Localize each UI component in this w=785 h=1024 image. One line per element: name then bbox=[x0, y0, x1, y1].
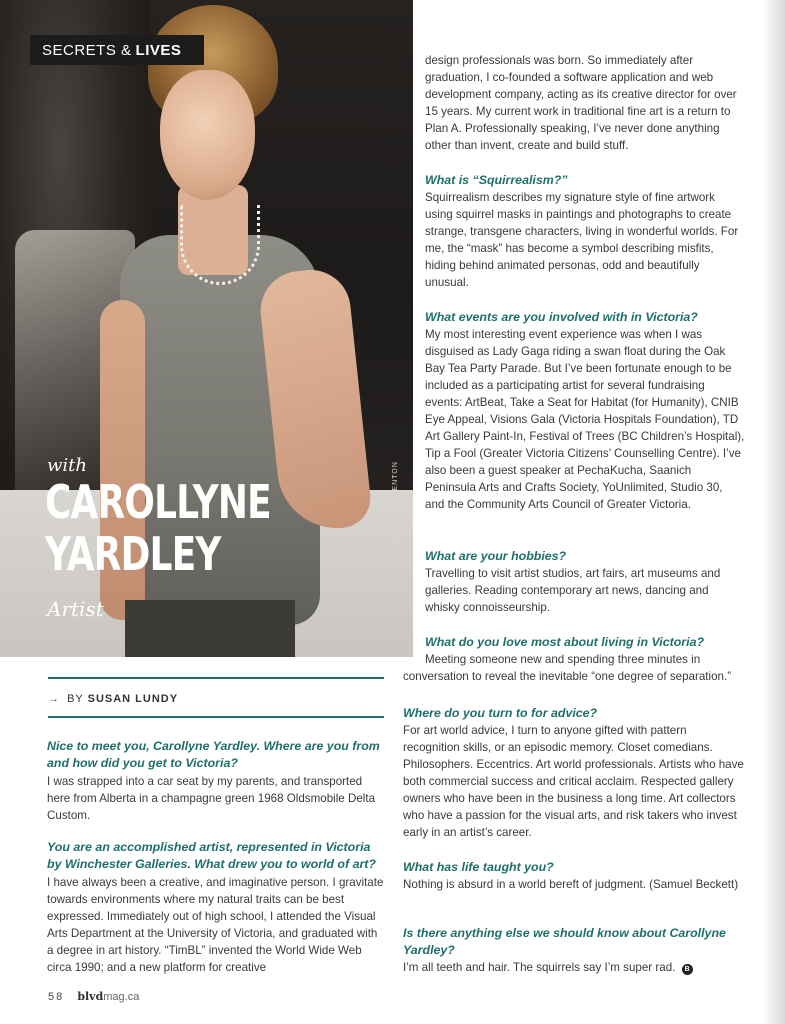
question-drew-to-art: You are an accomplished artist, represented in Victoria by Winchester Galleries. What drew you to world of art? bbox=[47, 840, 376, 871]
question-hobbies: What are your hobbies? bbox=[425, 549, 567, 563]
question-where-from: Nice to meet you, Carollyne Yardley. Where are you from and how did you get to Victoria? bbox=[47, 739, 380, 770]
answer-anything-else-text: I’m all teeth and hair. The squirrels say I’m super rad. bbox=[403, 961, 676, 974]
answer-hobbies: Travelling to visit artist studios, art fairs, art museums and galleries. Reading contemporary art news, dancing and whisky connoisseurship. bbox=[425, 567, 721, 614]
arrow-right-icon: → bbox=[48, 693, 60, 705]
feature-with: with bbox=[47, 455, 87, 476]
section-tag-part2: LIVES bbox=[135, 41, 182, 59]
answer-love-victoria: Meeting someone new and spending three minutes in conversation to reveal the inevitable “one degree of separation.” bbox=[403, 653, 732, 683]
answer-events: My most interesting event experience was when I was disguised as Lady Gaga riding a swan float during the Oak Bay Tea Party Parade. But I’ve been fortunate enough to be included as a participating artist for several fundraising events: ArtBeat, Take a Seat for Habitat (for Humanity), CNIB Eye Appeal, Visions Gala (Victoria Hospitals Foundation), TD Art Gallery Paint-In, Festival of Trees (BC Children’s Hospital), Tip a Fool (Greater Victoria Citizens’ Counselling Centre). I’ve also been a guest speaker at PechaKucha, Saanich Peninsula Arts and Crafts Society, YoUnlimited, Studio 30, and the Community Arts Council of Greater Victoria. bbox=[425, 328, 745, 511]
pearl-necklace bbox=[180, 205, 260, 285]
brand-name: blvd bbox=[77, 990, 104, 1003]
page-edge-shadow bbox=[763, 0, 785, 1024]
brand-suffix: mag.ca bbox=[103, 991, 140, 1003]
byline-author: SUSAN LUNDY bbox=[87, 693, 179, 705]
feature-name bbox=[45, 476, 271, 580]
byline-rule-bottom bbox=[48, 716, 384, 718]
answer-life-taught: Nothing is absurd in a world bereft of judgment. (Samuel Beckett) bbox=[403, 878, 739, 891]
end-mark-icon: B bbox=[682, 964, 693, 975]
byline bbox=[48, 693, 178, 705]
subject-face bbox=[160, 70, 255, 200]
feature-role: Artist bbox=[47, 597, 104, 621]
answer-advice: For art world advice, I turn to anyone gifted with pattern recognition skills, or an episodic memory. Closet comedians. Philosophers. Eccentrics. Art world professionals. Artists who have both commercial success and critical acclaim. Respected gallery owners who have been in the business a long time. Art collectors who have a passion for the visual arts, and risk takers who invest early in an artist’s career. bbox=[403, 724, 744, 839]
question-love-victoria: What do you love most about living in Victoria? bbox=[425, 635, 705, 649]
question-life-taught: What has life taught you? bbox=[403, 860, 554, 874]
section-tag-part1: SECRETS & bbox=[42, 41, 132, 59]
feature-name-line2: YARDLEY bbox=[45, 527, 221, 581]
page-footer bbox=[48, 990, 139, 1003]
feature-name-line1: CAROLLYNE bbox=[45, 475, 271, 529]
question-advice: Where do you turn to for advice? bbox=[403, 706, 598, 720]
answer-squirrealism: Squirrealism describes my signature style of fine artwork using squirrel masks in paintings and photographs to create strange, transgene characters, living in wonderful worlds. For me, the “mask” has become a symbol describing misfits, hiding behind animated personas, odd and beautifully unusual. bbox=[425, 191, 739, 289]
question-anything-else: Is there anything else we should know about Carollyne Yardley? bbox=[403, 926, 726, 957]
answer-anything-else bbox=[403, 959, 745, 976]
byline-rule-top bbox=[48, 677, 384, 679]
question-events: What events are you involved with in Victoria? bbox=[425, 310, 698, 324]
answer-drew-to-art-cont: design professionals was born. So immediately after graduation, I co-founded a software application and web development company, acting as its creative director for over 15 years. My current work in traditional fine art is a return to Plan A. Professionally speaking, I’ve never done anything other than invent, create and build stuff. bbox=[425, 54, 737, 152]
question-squirrealism: What is “Squirrealism?” bbox=[425, 173, 568, 187]
section-tag bbox=[30, 35, 204, 65]
answer-where-from: I was strapped into a car seat by my parents, and transported here from Alberta in a champagne green 1968 Oldsmobile Delta Custom. bbox=[47, 775, 376, 822]
page-number: 58 bbox=[48, 991, 65, 1003]
byline-prefix: BY bbox=[67, 693, 84, 705]
subject-pants bbox=[125, 600, 295, 657]
photo-credit: PHOTO BY DON DENTON bbox=[392, 461, 399, 565]
answer-drew-to-art: I have always been a creative, and imaginative person. I gravitate towards environments where my natural traits can be best expressed. Immediately out of high school, I attended the Visual Arts Department at the University of Victoria, and graduated with a degree in art history. “TimBL” invented the World Wide Web circa 1990; and a new platform for creative bbox=[47, 876, 384, 974]
